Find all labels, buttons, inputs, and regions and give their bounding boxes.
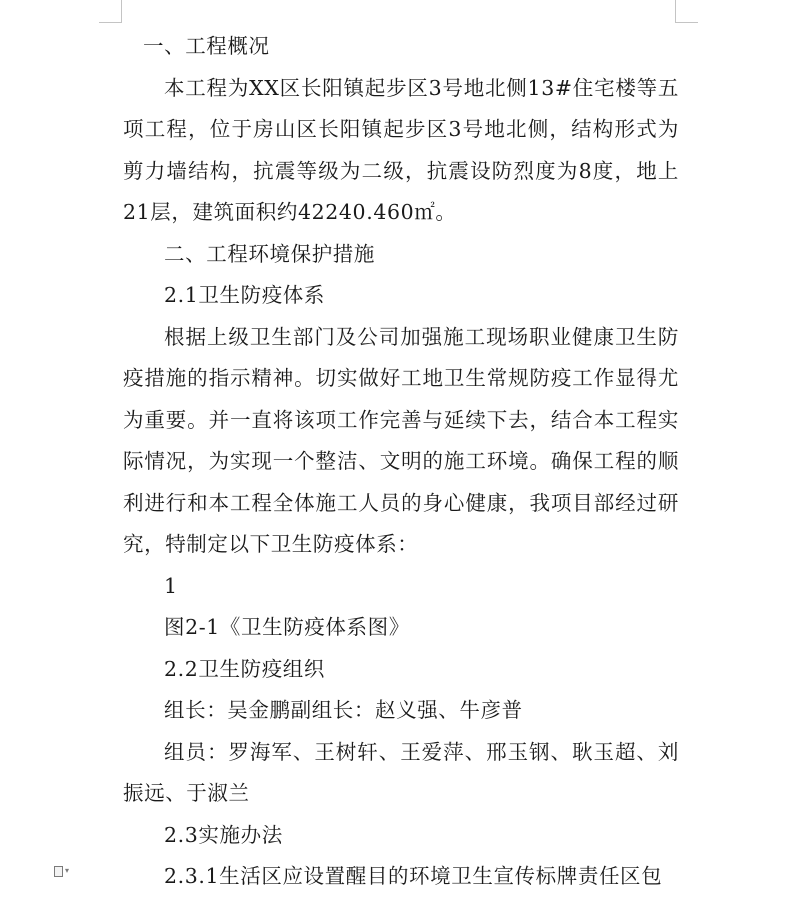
heading-section-2-2: 2.2卫生防疫组织 <box>164 656 326 681</box>
paragraph-leaders: 组长：吴金鹏副组长：赵义强、牛彦普 <box>164 698 523 722</box>
document-body <box>123 26 679 898</box>
paragraph-item-2-3-1: 2.3.1生活区应设置醒目的环境卫生宣传标牌责任区包 <box>164 864 663 888</box>
paste-options-icon[interactable] <box>54 866 80 880</box>
page-corner-mark-right <box>675 0 698 23</box>
chevron-down-icon: ▾ <box>65 866 70 875</box>
heading-section-2-1: 2.1卫生防疫体系 <box>164 283 326 307</box>
figure-caption: 图2-1《卫生防疫体系图》 <box>164 615 410 639</box>
page-corner-mark-left <box>99 0 122 23</box>
paragraph-health-system: 根据上级卫生部门及公司加强施工现场职业健康卫生防疫措施的指示精神。切实做好工地卫生常规防疫工作显得尤为重要。并一直将该项工作完善与延续下去，结合本工程实际情况，为实现一个整洁、文明的施工环境。确保工程的顺利进行和本工程全体施工人员的身心健康，我项目部经过研究，特制定以下卫生防疫体系： <box>123 324 679 556</box>
paragraph-project-overview: 本工程为XX区长阳镇起步区3号地北侧13#住宅楼等五项工程，位于房山区长阳镇起步区3号地北侧，结构形式为剪力墙结构，抗震等级为二级，抗震设防烈度为8度，地上21层，建筑面积约42240.460㎡。 <box>123 75 679 224</box>
heading-section-2-3: 2.3实施办法 <box>164 822 283 847</box>
figure-placeholder: 1 <box>164 573 178 598</box>
clipboard-icon <box>54 866 63 877</box>
paragraph-members: 组员：罗海军、王树轩、王爱萍、邢玉钢、耿玉超、刘振远、于淑兰 <box>123 739 679 805</box>
heading-environmental-protection: 二、工程环境保护措施 <box>164 241 375 266</box>
heading-engineering-overview: 一、工程概况 <box>143 34 270 58</box>
